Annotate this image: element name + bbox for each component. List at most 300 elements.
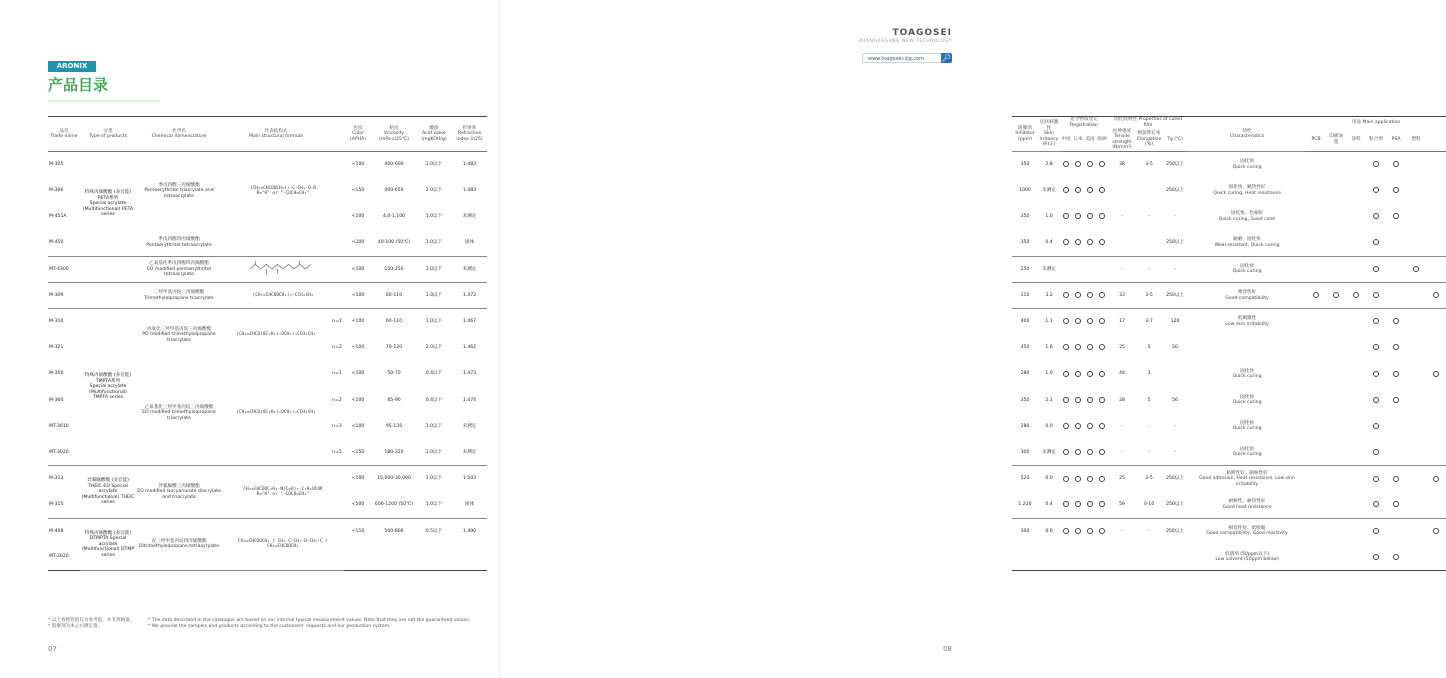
registration-cell [1072,361,1084,387]
application-cell [1366,256,1386,282]
inhibitor-value: 400 [1012,309,1038,335]
product-code: MT-4300 [48,256,80,282]
registration-cell [1060,204,1072,230]
value-acid: 0.5以下 [416,518,452,544]
application-cell [1386,256,1406,282]
inhibitor-value: 250 [1012,256,1038,282]
application-cell [1346,178,1366,204]
skin-irritancy-value [1038,544,1060,570]
product-code: M-306 [49,188,64,194]
film-tg: 50 [1172,345,1178,351]
application-cell [1366,335,1386,361]
registered-mark [1075,344,1081,350]
formula-line: CH₂=CHCOOCH₂ / CH₂-C-CH₂-O-CH₂-C / CH₂=CHCOOCH₂ [238,539,328,550]
structural-formula [222,256,344,282]
right-row [1012,204,1446,230]
registered-mark [1099,318,1105,324]
value-visc [372,544,416,570]
film-tg [1162,544,1188,570]
chemical-name: 季戊四醇三丙烯酸酯 Pentaerythritol triacrylate and tetraacrylate [136,152,222,231]
application-mark [1393,476,1399,482]
film-tg: 250以上 [1162,282,1188,308]
website-link[interactable] [862,53,952,63]
application-cell [1386,178,1406,204]
characteristic-en: Quick curing, Heat resistance [1213,190,1281,196]
application-cell [1406,361,1426,387]
application-cell [1426,335,1446,361]
formula-line: (CH₂=CHCOOCH₂)₃-C-CH₂-O-R [249,185,317,191]
formula-line: (CH₂=CHCO(OC₃H₆)ₙOCH₂)₃CCH₂CH₃ [236,332,316,338]
application-cell [1326,361,1346,387]
value-ri: 1.503 [452,466,487,492]
application-cell [1366,204,1386,230]
value-color: <100 [351,371,365,377]
film-tg: 250以上 [1162,230,1188,256]
application-cell [1346,204,1366,230]
film-tg: 250以上 [1162,492,1188,518]
page-title: 产品目录 [48,76,109,94]
chemical-name: 双三羟甲基丙烷四丙烯酸酯 Ditrimethylolpropane tetraacrylate [136,518,222,570]
application-cell [1346,152,1366,178]
film-ts: - [1121,423,1123,429]
registered-mark [1087,397,1093,403]
application-mark [1373,397,1379,403]
registration-cell [1084,335,1096,361]
characteristics [1188,361,1306,387]
film-el: 3 [1147,371,1151,377]
registration-cell [1084,282,1096,308]
skin-irritancy-value: 1.0 [1045,214,1053,220]
product-code: M-350 [49,371,64,377]
characteristic-cn: 低刺激性 [1237,316,1257,322]
application-cell [1386,518,1406,544]
left-header-2: 化学名 Chemical nomenclature [136,117,222,152]
application-cell [1386,335,1406,361]
value-color: <150 [344,440,372,466]
film-el [1136,178,1162,204]
application-cell [1406,387,1426,413]
film-el: 3-5 [1136,282,1162,308]
characteristics [1188,387,1306,413]
registration-cell [1096,387,1108,413]
application-cell [1426,204,1446,230]
structural-formula [222,152,344,231]
film-ts: 59 [1108,492,1136,518]
structural-formula: (CH₂=CHCO(OC₂H₄)ₙOCH₂)₃CCH₂CH₃ [222,361,330,466]
characteristic-en: Quick curing [1232,374,1262,380]
application-cell [1306,413,1326,439]
inhibitor-value: 1000 [1019,188,1031,194]
right-row [1012,413,1446,439]
registration-cell [1072,440,1084,466]
application-cell [1426,230,1446,256]
registered-mark [1063,397,1069,403]
value-visc: 40-100 (50℃) [372,230,416,256]
value-ri: 未测定 [462,423,477,429]
value-acid: 1.0以下 [416,282,452,308]
film-el: - [1136,518,1162,544]
application-cell [1426,492,1446,518]
film-ts: - [1121,214,1123,220]
registered-mark [1087,449,1093,455]
application-cell [1366,492,1386,518]
value-color [344,544,372,570]
registered-mark [1099,371,1105,377]
characteristics-header: 特性 Characteristics [1188,117,1306,152]
registration-cell [1096,152,1108,178]
left-header-4 [330,117,344,152]
application-cell [1306,518,1326,544]
registration-cell [1060,152,1072,178]
application-cell [1386,492,1406,518]
product-code: M-321 [49,345,64,351]
left-header-7: 酸值 Acid value (mgKOH/g) [416,117,452,152]
characteristics [1188,178,1306,204]
registration-cell [1072,466,1084,492]
left-header-0: 品名 Trade name [48,117,80,152]
registration-cell [1084,256,1096,282]
registered-mark [1099,476,1105,482]
inhibitor-value: 1,220 [1012,492,1038,518]
registration-cell [1096,204,1108,230]
registration-cell [1072,309,1084,335]
left-row [48,256,487,282]
registration-cell [1060,492,1072,518]
registration-cell [1084,466,1096,492]
characteristics [1188,335,1306,361]
characteristic-en: Quick curing [1232,400,1262,406]
application-type: 塑料 [1406,128,1426,151]
application-mark [1373,239,1379,245]
application-cell [1366,178,1386,204]
inhibitor-value [1012,544,1038,570]
value-acid: 0.4以下 [425,397,443,403]
registration-cell [1084,361,1096,387]
chemical-name: 三羟甲基丙烷三丙烯酸酯 Trimethylolpropane triacrylate [136,282,222,308]
characteristic-cn: 固化快、耐热性好 [1228,185,1266,191]
value-visc: 70-120 [385,345,403,351]
registered-mark [1075,476,1081,482]
characteristics [1188,413,1306,439]
right-page [500,0,1421,678]
application-mark [1433,528,1439,534]
product-code: M-309 [48,282,80,308]
footnote-en: * The data described in the catalogue are based on our internal typical measurement values. Note that they are not the guaranteed values. * We provide the samples and products according to the customers' requests and our production system. [148,618,471,629]
product-code: M-408 [48,518,80,544]
registration-cell [1060,361,1072,387]
structure-drawing [246,257,320,281]
value-acid: 1.0以下 [416,492,452,518]
application-cell [1406,230,1426,256]
registered-mark [1063,449,1069,455]
application-mark [1373,449,1379,455]
application-cell [1346,335,1366,361]
application-cell [1386,309,1406,335]
value-visc: 50-70 [387,371,401,377]
application-header: 用途 Main application [1306,117,1446,129]
application-cell [1366,413,1386,439]
application-cell [1326,309,1346,335]
application-cell [1326,544,1346,570]
value-ri: 1.462 [462,345,477,351]
right-row [1012,440,1446,466]
aronix-badge: ARONIX [48,61,96,72]
application-mark [1393,397,1399,403]
left-header-5: 色度 Color (APHA) [344,117,372,152]
product-table-left [48,116,487,571]
registered-mark [1075,423,1081,429]
registration-cell [1084,387,1096,413]
product-type [80,282,136,308]
film-el: - [1148,214,1150,220]
registered-mark [1075,371,1081,377]
application-cell [1346,440,1366,466]
product-code: M-360 [49,397,64,403]
registered-mark [1063,344,1069,350]
inhibitor-value: 350 [1020,397,1030,403]
application-mark [1433,292,1439,298]
structural-formula [222,230,344,256]
registered-mark [1063,292,1069,298]
film-el: 5 [1147,397,1151,403]
value-visc: 400-600 [372,152,416,178]
value-color: <100 [344,256,372,282]
value-color: <150 [351,188,365,194]
brand-name: TOAGOSEI [892,28,952,38]
registered-mark [1075,318,1081,324]
registered-mark [1099,161,1105,167]
registration-cell [1072,518,1084,544]
film-property: 拉伸强度 Tensile strength (N/mm²) [1108,128,1136,151]
film-el: 3-5 [1136,466,1162,492]
registration-region: 美国 [1084,128,1096,151]
application-cell [1346,518,1366,544]
registration-cell [1060,518,1072,544]
film-tg [1162,361,1188,387]
value-visc: 400-650 [384,188,404,194]
application-cell [1426,282,1446,308]
registration-cell [1096,440,1108,466]
skin-irritancy-value: 1.1 [1038,309,1060,335]
product-type: 特殊丙烯酸酯 (多官能) DTMPTA Special acrylate (Multifunctional) DTMP series [80,518,136,570]
value-visc: 180-220 [372,440,416,466]
application-cell [1386,387,1406,413]
film-tg: 250以上 [1166,188,1185,194]
registration-cell [1084,518,1096,544]
registration-cell [1072,492,1084,518]
value-ri: 未测定 [462,214,477,220]
registered-mark [1087,161,1093,167]
registration-region: 日本 [1072,128,1084,151]
left-page [0,0,500,678]
registered-mark [1063,371,1069,377]
application-type: 涂料 [1346,128,1366,151]
registered-mark [1075,449,1081,455]
registration-cell [1096,309,1108,335]
registered-mark [1075,397,1081,403]
right-row [1012,492,1446,518]
application-cell [1306,178,1326,204]
film-el: 5 [1147,345,1151,351]
registration-cell [1096,361,1108,387]
product-code: M-305 [48,152,80,178]
film-ts: 38 [1108,152,1136,178]
registration-cell [1060,387,1072,413]
product-code: MT-3020 [48,440,80,466]
value-ri: 1.474 [462,397,477,403]
registered-mark [1087,318,1093,324]
value-visc: 60-110 [372,309,416,335]
application-cell [1406,544,1426,570]
characteristics [1188,466,1306,492]
registration-cell [1060,230,1072,256]
registered-mark [1087,476,1093,482]
application-cell [1326,466,1346,492]
inhibitor-value: 350 [1020,214,1030,220]
value-visc: 65-90 [387,397,401,403]
registration-cell [1072,413,1084,439]
formula-note: R="H" or "-COCH=CH₂" [256,191,310,197]
application-cell [1346,230,1366,256]
film-ts: - [1108,518,1136,544]
value-ri: 1.483 [462,188,477,194]
product-code: MT-3010 [49,423,69,429]
application-cell [1426,178,1446,204]
registration-cell [1084,152,1096,178]
film-tg: 120 [1162,309,1188,335]
inhibitor-value: 110 [1012,282,1038,308]
repeat-n: n=2 [332,397,342,403]
characteristic-cn: 相容性好、低收缩 [1228,525,1266,531]
registered-mark [1087,239,1093,245]
application-cell [1386,440,1406,466]
application-mark [1373,554,1379,560]
application-cell [1426,440,1446,466]
registration-cell [1072,335,1084,361]
footnote-cn: * 以上各物性值仅为参考值，并非规格值。 * 阻聚剂为本公司测定值。 [48,618,135,629]
repeat-n: n=5 [330,440,344,466]
right-row [1012,309,1446,335]
registered-mark [1087,213,1093,219]
registration-cell [1084,230,1096,256]
registration-cell [1096,544,1108,570]
value-ri: 固体 [452,492,487,518]
skin-irritancy-value: 0.4 [1038,230,1060,256]
chemical-name: 异氰脲酸三丙烯酸酯 EO modified isocyanurate diacrylate and triacrylate [136,466,222,518]
left-row [48,518,487,544]
registered-mark [1099,344,1105,350]
characteristics [1188,152,1306,178]
registered-mark [1075,213,1081,219]
characteristic-cn: 粘附性好、耐候性好 [1226,470,1268,476]
value-color: <200 [344,230,372,256]
characteristic-en: Low skin irritability [1225,321,1269,327]
registration-region: 中国 [1060,128,1072,151]
application-cell [1326,230,1346,256]
application-cell [1306,282,1326,308]
application-type [1426,128,1446,151]
film-ts [1108,544,1136,570]
application-mark [1393,501,1399,507]
application-mark [1373,161,1379,167]
registered-mark [1063,239,1069,245]
value-color: <100 [351,214,365,220]
application-cell [1326,178,1346,204]
left-row [48,309,487,335]
skin-irritancy-value: 1.0 [1045,371,1053,377]
application-cell [1326,387,1346,413]
application-cell [1326,335,1346,361]
application-cell [1346,309,1366,335]
application-cell [1306,466,1326,492]
application-cell [1406,256,1426,282]
left-row [48,282,487,308]
registration-cell [1084,413,1096,439]
application-cell [1326,413,1346,439]
chemical-name: 乙氧基化季戊四醇四丙烯酸酯 EO modified pentaerythritol tetraacrylate [136,256,222,282]
value-ri: 1.467 [452,309,487,335]
application-cell [1426,256,1446,282]
application-mark [1433,476,1439,482]
application-mark [1373,187,1379,193]
registered-mark [1063,187,1069,193]
registration-cell [1084,440,1096,466]
right-row [1012,361,1446,387]
value-visc: 600-1200 (50℃) [372,492,416,518]
registered-mark [1063,501,1069,507]
skin-irritancy-value: 2.1 [1045,397,1053,403]
inhibitor-value: 450 [1020,345,1030,351]
application-mark [1393,554,1399,560]
film-ts: 25 [1119,345,1125,351]
right-row [1012,518,1446,544]
skin-irritancy-value: 未测定 [1038,440,1060,466]
value-ri: 未测定 [452,256,487,282]
application-cell [1406,335,1426,361]
characteristic-cn: 固化快 [1240,368,1254,374]
application-cell [1366,440,1386,466]
film-ts: 25 [1108,466,1136,492]
website-url: www.toagosei-zjg.com [868,56,925,62]
registered-mark [1087,501,1093,507]
application-cell [1386,282,1406,308]
application-mark [1433,371,1439,377]
product-table-right [1012,116,1446,571]
application-cell [1406,282,1426,308]
registered-mark [1099,292,1105,298]
product-code: M-313 [48,466,80,492]
film-ts: - [1108,440,1136,466]
right-row [1012,152,1446,178]
application-type: 粘合剂 [1366,128,1386,151]
value-acid: 1.0以下 [416,230,452,256]
registered-mark [1063,161,1069,167]
registration-cell [1060,309,1072,335]
registered-mark [1099,501,1105,507]
characteristic-en: Good heat resistance [1222,504,1272,510]
application-cell [1306,361,1326,387]
registered-mark [1075,161,1081,167]
characteristic-en: Quick curing [1232,164,1262,170]
skin-irritancy-value: 0.0 [1038,466,1060,492]
application-cell [1406,152,1426,178]
application-cell [1386,152,1406,178]
registration-cell [1060,282,1072,308]
value-acid: 1.0以下 [425,423,443,429]
registered-mark [1087,187,1093,193]
value-visc: 15,000-30,000 [372,466,416,492]
characteristic-cn: 耐候性、耐热性好 [1228,499,1266,505]
